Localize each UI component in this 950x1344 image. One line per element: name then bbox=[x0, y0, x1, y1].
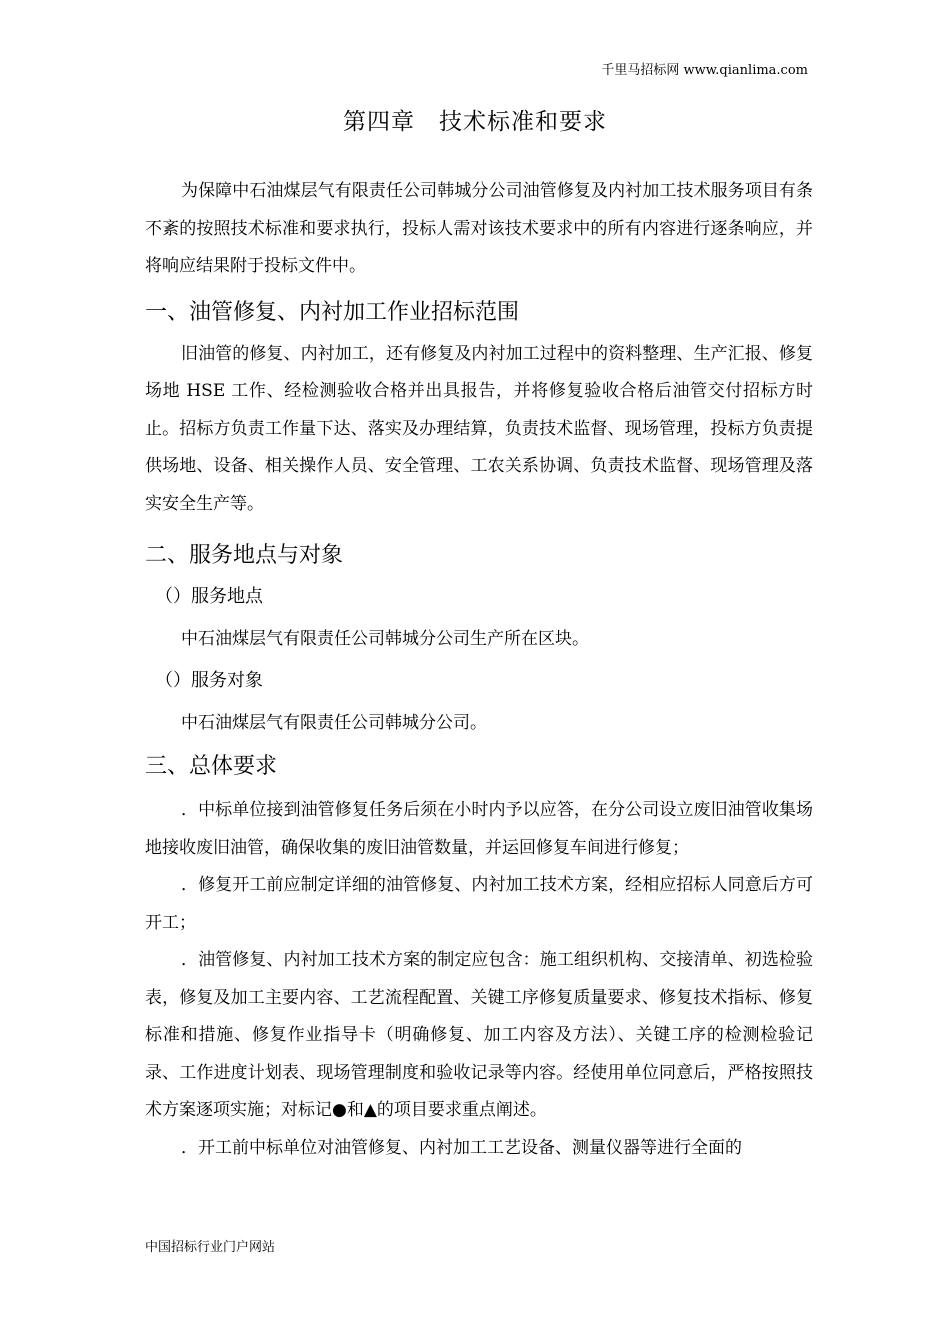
section-heading-general: 三、总体要求 bbox=[145, 754, 278, 779]
requirement-item: ．油管修复、内衬加工技术方案的制定应包含：施工组织机构、交接清单、初选检验表，修复及加工主要内容、工艺流程配置、关键工序修复质量要求、修复技术指标、修复标准和措施、修复作业指导卡（明确修复、加工内容及方法）、关键工序的检测检验记录、工作进度计划表、现场管理制度和验收记录等内容。经使用单位同意后，严格按照技术方案逐项实施；对标记●和▲的项目要求重点阐述。 bbox=[145, 950, 813, 1120]
subheading-service-location: （）服务地点 bbox=[155, 586, 263, 607]
requirement-item: ．开工前中标单位对油管修复、内衬加工工艺设备、测量仪器等进行全面的 bbox=[181, 1137, 742, 1158]
chapter-title: 第四章 技术标准和要求 bbox=[343, 109, 607, 135]
service-location-paragraph: 中石油煤层气有限责任公司韩城分公司生产所在区块。 bbox=[181, 629, 589, 649]
footer-site-label: 中国招标行业门户网站 bbox=[145, 1240, 276, 1255]
scope-paragraph: 旧油管的修复、内衬加工，还有修复及内衬加工过程中的资料整理、生产汇报、修复场地 HSE 工作、经检测验收合格并出具报告，并将修复验收合格后油管交付招标方时止。招标方负责工作量下达、落实及办理结算，负责技术监督、现场管理，投标方负责提供场地、设备、相关操作人员、安全管理、工农关系协调、负责技术监督、现场管理及落实安全生产等。 bbox=[145, 343, 813, 514]
document-body bbox=[145, 173, 813, 1167]
subheading-service-object: （）服务对象 bbox=[155, 669, 263, 691]
service-object-paragraph: 中石油煤层气有限责任公司韩城分公司。 bbox=[181, 712, 487, 733]
section-heading-scope: 一、油管修复、内衬加工作业招标范围 bbox=[145, 299, 520, 325]
section-heading-service: 二、服务地点与对象 bbox=[145, 543, 344, 568]
intro-paragraph: 为保障中石油煤层气有限责任公司韩城分公司油管修复及内衬加工技术服务项目有条不紊的按照技术标准和要求执行，投标人需对该技术要求中的所有内容进行逐条响应，并将响应结果附于投标文件中。 bbox=[145, 181, 813, 276]
requirement-item: ．修复开工前应制定详细的油管修复、内衬加工技术方案，经相应招标人同意后方可开工； bbox=[145, 875, 813, 933]
header-site-label: 千里马招标网 www.qianlima.com bbox=[601, 63, 808, 78]
requirement-item: ．中标单位接到油管修复任务后须在小时内予以应答，在分公司设立废旧油管收集场地接收废旧油管，确保收集的废旧油管数量，并运回修复车间进行修复； bbox=[145, 800, 813, 858]
